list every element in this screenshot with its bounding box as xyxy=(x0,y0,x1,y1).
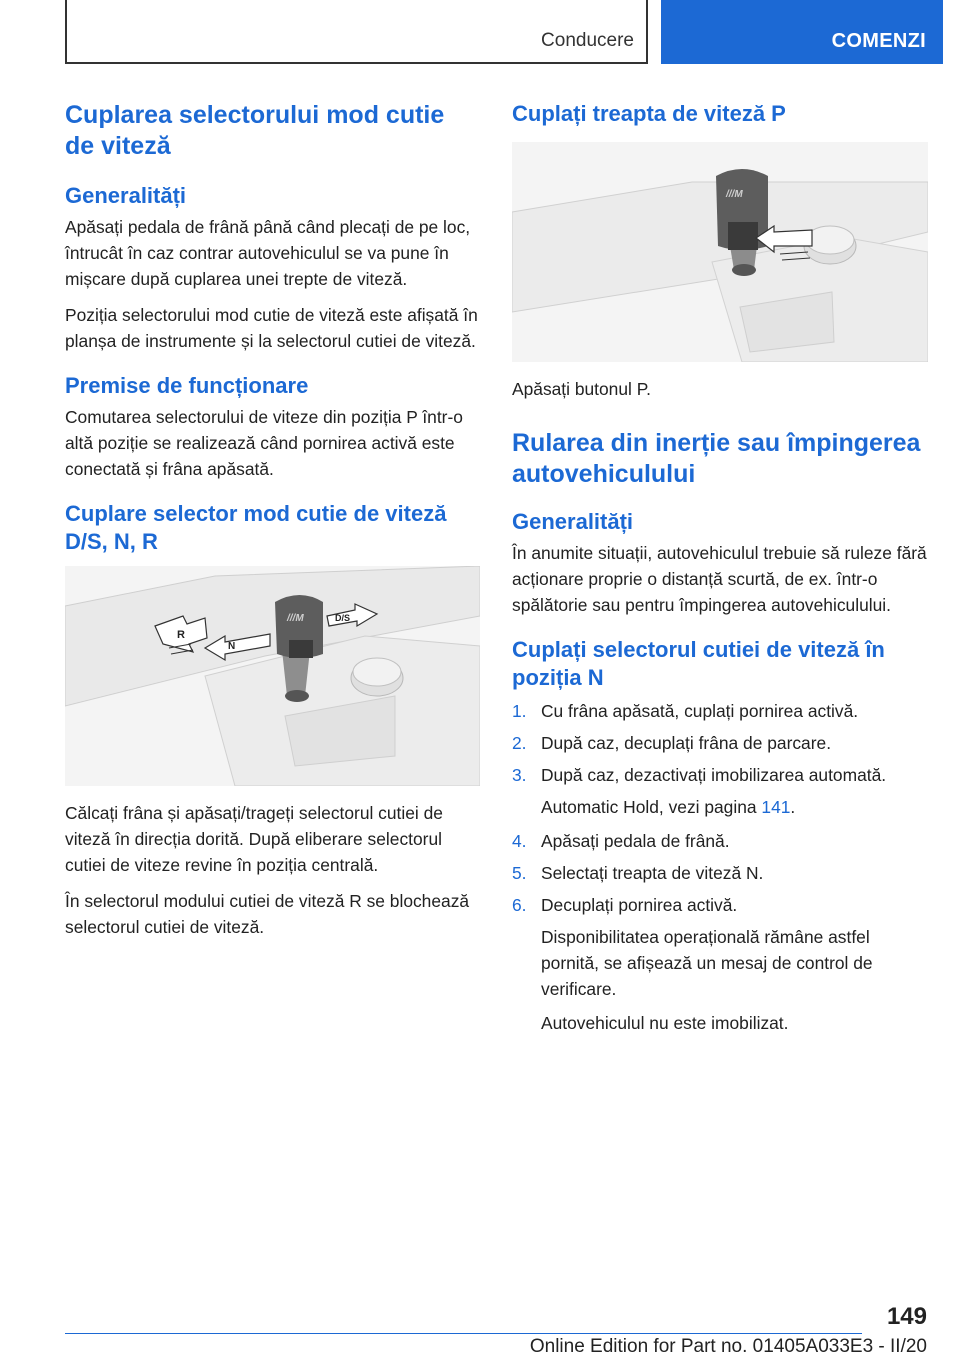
gear-selector-illustration xyxy=(65,566,480,786)
arrow-n-label: N xyxy=(228,641,236,652)
list-item: 1. Cu frâna apăsată, cuplați pornirea activă. xyxy=(512,701,859,721)
heading-premise: Premise de funcționare xyxy=(65,373,309,398)
steps-list xyxy=(512,698,930,788)
paragraph-coast: În anumite situații, autovehiculul trebuie să ruleze fără acționare proprie o distanță scurtă, de ex. într-o spălătorie sau pentru împingerea autovehiculului. xyxy=(512,543,927,615)
right-column xyxy=(512,100,930,1044)
heading-gear-selector: Cuplarea selectorului mod cutie de viteză xyxy=(65,101,445,160)
arrow-ds-label: D/S xyxy=(335,613,351,623)
edition-text: Online Edition for Part no. 01405A033E3 - II/20 xyxy=(529,1336,927,1357)
step3-note: Automatic Hold, vezi pagina 141. xyxy=(541,797,796,817)
step6-note-1: Disponibilitatea operațională rămâne astfel pornită, se afișează un mesaj de control de verificare. xyxy=(541,927,873,999)
heading-park: Cuplați treapta de viteză P xyxy=(512,101,786,126)
heading-dsnr: Cuplare selector mod cutie de viteză D/S, N, R xyxy=(65,501,447,554)
paragraph-premise: Comutarea selectorului de viteze din poziția P într-o altă poziție se realizează când pornirea activă este conectată și frâna apăsată. xyxy=(65,407,463,479)
steps-list-continued xyxy=(512,828,930,918)
page-number: 149 xyxy=(886,1303,927,1330)
left-column xyxy=(65,100,480,950)
park-button-image xyxy=(512,142,928,362)
list-item: 5. Selectați treapta de viteză N. xyxy=(512,863,764,883)
caption-park: Apăsați butonul P. xyxy=(512,379,651,399)
page-link[interactable]: 141 xyxy=(761,797,791,817)
header-chapter-title: COMENZI xyxy=(831,30,926,52)
list-item: 3. După caz, dezactivați imobilizarea automată. xyxy=(512,765,887,785)
paragraph-general-1: Apăsați pedala de frână până când plecați de pe loc, întrucât în caz contrar autovehiculul se va pune în mișcare după cuplarea unei trepte de viteză. xyxy=(65,217,471,289)
gear-selector-image xyxy=(65,566,480,786)
footer-divider xyxy=(65,1333,862,1334)
paragraph-dsnr-2: În selectorul modului cutiei de viteză R se blochează selectorul cutiei de viteză. xyxy=(65,891,470,937)
svg-text:///M: ///M xyxy=(726,189,743,200)
svg-text:///M: ///M xyxy=(287,613,304,624)
header-section-title: Conducere xyxy=(541,30,634,51)
list-item: 4. Apăsați pedala de frână. xyxy=(512,831,730,851)
paragraph-general-2: Poziția selectorului mod cutie de viteză este afișată în planșa de instrumente și la selectorul cutiei de viteză. xyxy=(65,305,478,351)
list-item: 6. Decuplați pornirea activă. xyxy=(512,895,738,915)
header-section-box xyxy=(65,0,648,64)
heading-neutral: Cuplați selectorul cutiei de viteză în poziția N xyxy=(512,637,885,690)
paragraph-dsnr-1: Călcați frâna și apăsați/trageți selectorul cutiei de viteză în direcția dorită. După eliberare selectorul cutiei de viteze revine în poziția centrală. xyxy=(65,803,443,875)
heading-general: Generalități xyxy=(65,183,187,208)
heading-coasting: Rularea din inerție sau împingerea autovehiculului xyxy=(512,429,921,488)
header-chapter-box xyxy=(661,0,943,64)
heading-coast-general: Generalități xyxy=(512,509,634,534)
step6-note-2: Autovehiculul nu este imobilizat. xyxy=(541,1013,789,1033)
park-button-illustration xyxy=(512,142,928,362)
arrow-r-label: R xyxy=(177,629,185,641)
list-item: 2. După caz, decuplați frâna de parcare. xyxy=(512,733,832,753)
